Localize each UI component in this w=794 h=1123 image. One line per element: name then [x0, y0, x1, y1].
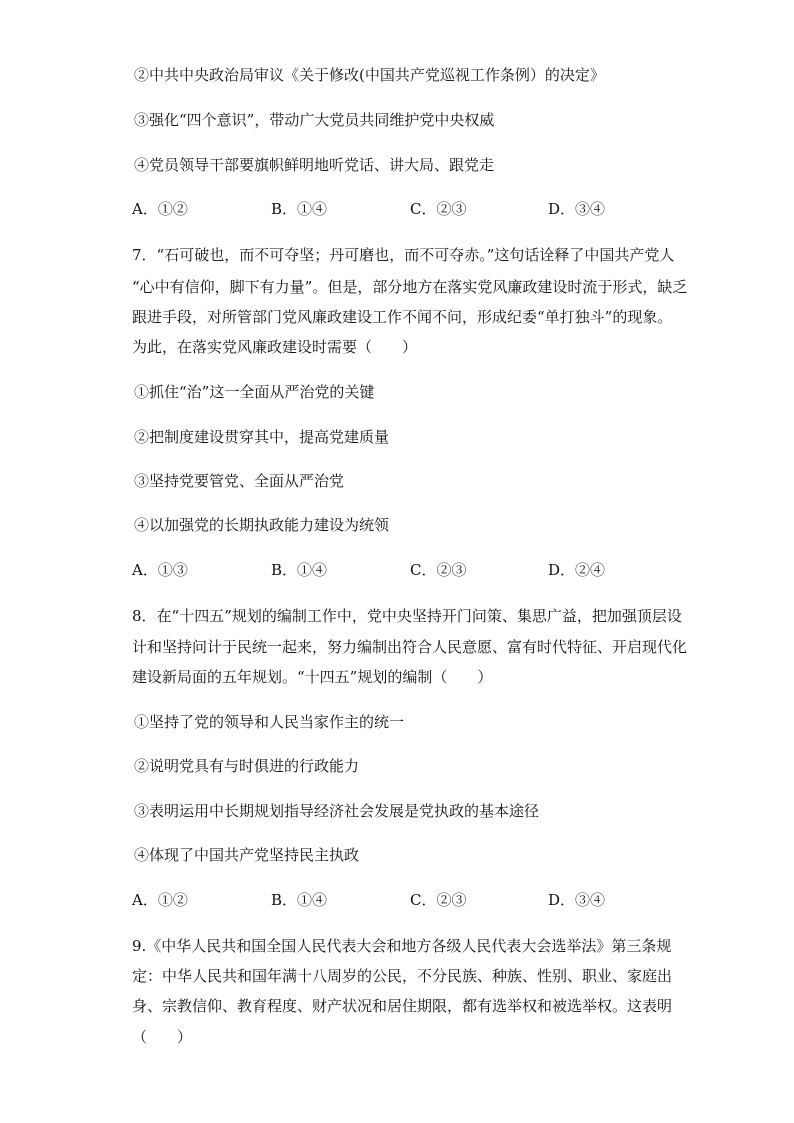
- q7-statement-3: ③坚持党要管党、全面从严治党: [134, 472, 345, 490]
- q7-statement-4: ④以加强党的长期执政能力建设为统领: [134, 516, 390, 534]
- q6-option-b: B．①④: [271, 200, 328, 218]
- q7-stem-line-3: 跟进手段，对所管部门党风廉政建设工作不闻不问，形成纪委“单打独斗”的现象。: [132, 308, 673, 326]
- q8-option-c: C．②③: [410, 891, 467, 909]
- q7-stem-line-4: 为此，在落实党风廉政建设时需要（ ）: [132, 338, 418, 356]
- q8-statement-2: ②说明党具有与时俱进的行政能力: [134, 757, 360, 775]
- q8-option-a: A．①②: [132, 891, 188, 909]
- q7-option-d: D．②④: [548, 561, 606, 579]
- q8-statement-3: ③表明运用中长期规划指导经济社会发展是党执政的基本途径: [134, 802, 540, 820]
- q6-option-c: C．②③: [410, 200, 467, 218]
- q6-statement-4: ④党员领导干部要旗帜鲜明地听党话、讲大局、跟党走: [134, 156, 495, 174]
- q7-statement-1: ①抓住“治”这一全面从严治党的关键: [134, 383, 375, 401]
- q6-statement-3: ③强化“四个意识”，带动广大党员共同维护党中央权威: [134, 111, 495, 129]
- q7-options: [132, 560, 652, 580]
- q9-stem-line-1: 9.《中华人民共和国全国人民代表大会和地方各级人民代表大会选举法》第三条规: [132, 937, 672, 955]
- q9-stem-line-4: （ ）: [132, 1028, 193, 1046]
- q6-options: [132, 199, 652, 219]
- q8-stem-line-2: 计和坚持问计于民统一起来，努力编制出符合人民意愿、富有时代特征、开启现代化: [132, 638, 688, 656]
- q9-stem-line-2: 定：中华人民共和国年满十八周岁的公民，不分民族、种族、性别、职业、家庭出: [132, 967, 673, 985]
- q8-options: [132, 890, 652, 910]
- q6-option-a: A．①②: [132, 200, 188, 218]
- q8-stem-line-1: 8．在“十四五”规划的编制工作中，党中央坚持开门问策、集思广益，把加强顶层设: [132, 607, 682, 625]
- q6-statement-2: ②中共中央政治局审议《关于修改(中国共产党巡视工作条例）的决定》: [134, 66, 605, 84]
- q9-stem-line-3: 身、宗教信仰、教育程度、财产状况和居住期限，都有选举权和被选举权。这表明: [132, 997, 673, 1015]
- q8-option-d: D．③④: [548, 891, 606, 909]
- q7-option-a: A．①③: [132, 561, 188, 579]
- q8-statement-1: ①坚持了党的领导和人民当家作主的统一: [134, 713, 405, 731]
- q7-stem-line-2: “心中有信仰，脚下有力量”。但是，部分地方在落实党风廉政建设时流于形式，缺乏: [132, 278, 688, 296]
- q8-statement-4: ④体现了中国共产党坚持民主执政: [134, 846, 360, 864]
- q7-statement-2: ②把制度建设贯穿其中，提高党建质量: [134, 428, 390, 446]
- q6-option-d: D．③④: [548, 200, 606, 218]
- q8-option-b: B．①④: [271, 891, 328, 909]
- q8-stem-line-3: 建设新局面的五年规划。“十四五”规划的编制（ ）: [132, 668, 493, 686]
- q7-option-c: C．②③: [410, 561, 467, 579]
- q7-option-b: B．①④: [271, 561, 328, 579]
- q7-stem-line-1: 7．“石可破也，而不可夺坚；丹可磨也，而不可夺赤。”这句话诠释了中国共产党人: [132, 246, 675, 264]
